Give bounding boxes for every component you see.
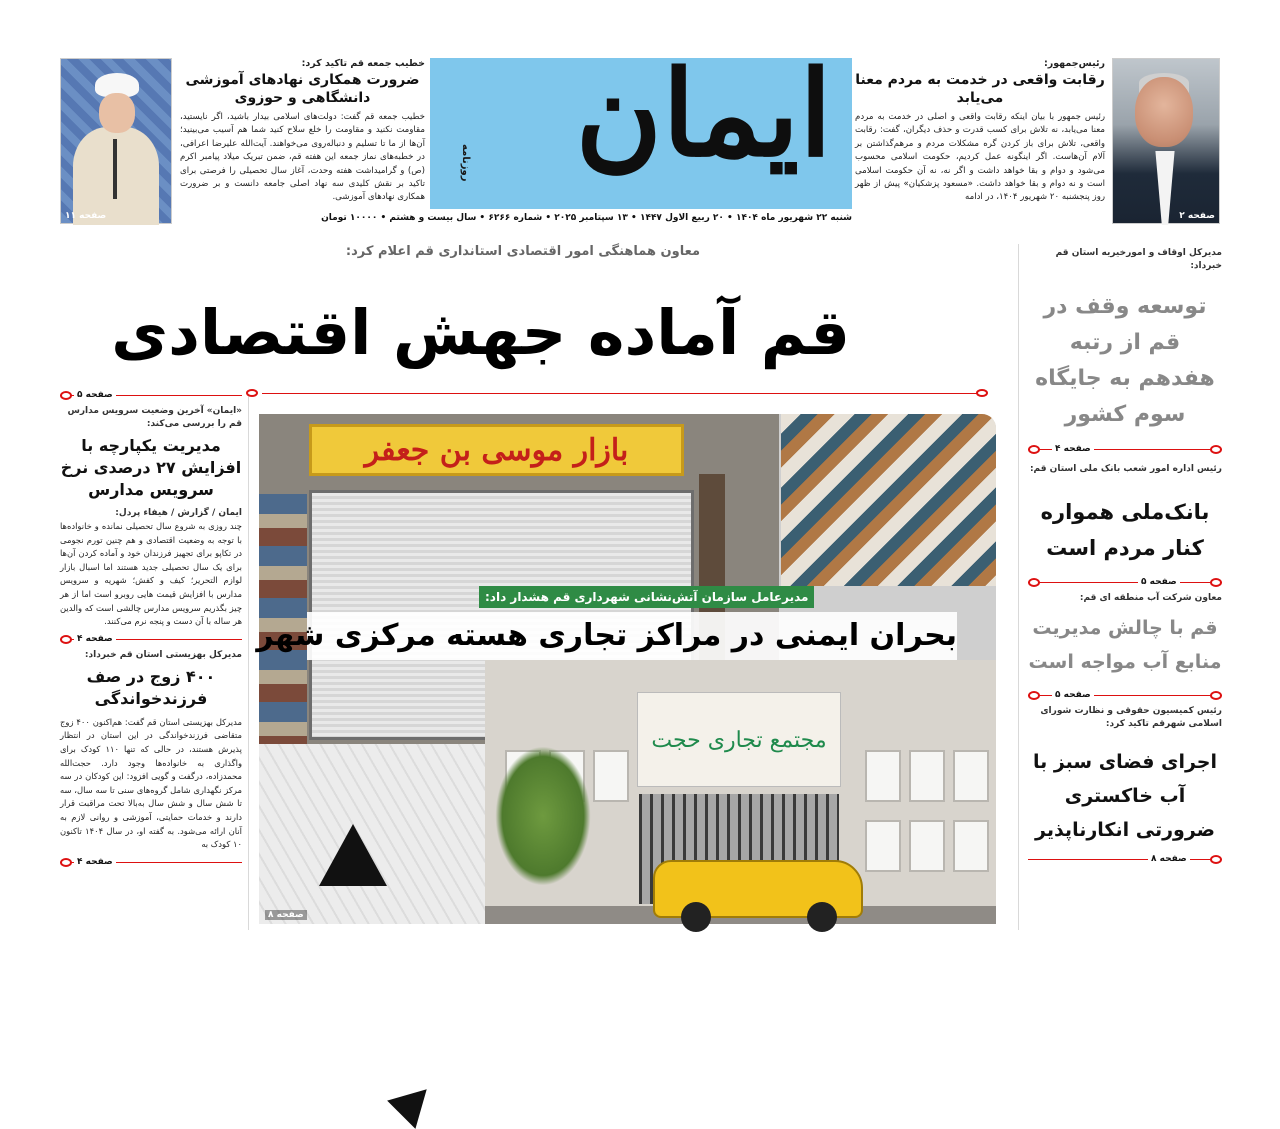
photo-arcade-inset — [781, 414, 996, 586]
endowment-story[interactable] — [1028, 247, 1222, 433]
column-divider — [248, 390, 249, 930]
story-body: رئیس جمهور با بیان اینکه رقابت واقعی و اصلی در خدمت به مردم معنا می‌یابد، نه تلاش برای کسب قدرت و حذف دیگران، گفت: رقابت واقعی، تلاش برای باز کردن گره مشکلات مردم و مرهم‌گذاشتن بر آلام آن‌هاست. اگر اینگونه عمل کردیم، حکومت اسلامی محسوب می‌شود و دوام و بقا خواهد داشت و اگر نه، نه آن حکومت اسلامی است و نه دوام و بقا خواهد داشت. «مسعود پزشکیان» پیش از ظهر روز پنجشنبه ۲۰ شهریور ۱۴۰۴، در ادامه — [855, 112, 1105, 203]
story-kicker: مدیرکل بهزیستی استان قم خبرداد: — [84, 649, 242, 660]
divider-ornament — [246, 389, 258, 397]
photo-page-ref: صفحه ۲ — [1179, 211, 1215, 221]
right-column — [1028, 247, 1222, 869]
story-headline[interactable]: رقابت واقعی در خدمت به مردم معنا می‌یابد — [855, 72, 1105, 106]
divider-ornament — [976, 389, 988, 397]
story-body: مدیرکل بهزیستی استان قم گفت: هم‌اکنون ۴۰۰ زوج متقاضی فرزندخواندگی در این استان در انتظار پذیرش هستند، در حالی که تنها ۱۱۰ کودک برای واگذاری به خانواده‌ها وجود دارد. حجت‌الله محمدزاده، درگفت و گویی افزود: این کودکان در سه مرکز نگهداری شامل گروه‌های سنی تا سه سال، سه تا شش سال و شش سال به‌بالا تحت مراقبت قرار دارند و خدمات حمایتی، آموزشی و روانی لازم به آنان ارائه می‌شود. به گفته او، در سال ۱۴۰۴ تاکنون ۱۰ کودک به — [60, 716, 243, 850]
story-kicker: رئیس‌جمهور: — [1043, 58, 1105, 69]
logo-subtitle: روزنامه — [460, 144, 471, 182]
story-kicker: مدیرکل اوقاف و امورخیریه استان قم خبرداد: — [1055, 248, 1222, 271]
newspaper-logo[interactable] — [430, 44, 852, 208]
story-headline[interactable]: توسعه وقف در قم از رتبه هفدهم به جایگاه سوم کشور — [1035, 294, 1215, 427]
photo-page-ref[interactable]: صفحه ۸ — [265, 910, 307, 920]
friday-prayer-story[interactable] — [60, 58, 425, 226]
main-headline[interactable]: قم آماده جهش اقتصادی — [111, 296, 850, 369]
story-kicker: رئیس کمیسیون حقوقی و نظارت شورای اسلامی شهرقم تاکید کرد: — [1040, 706, 1222, 729]
photo-face — [1135, 77, 1193, 147]
page-ref[interactable]: صفحه ۵ — [1138, 576, 1180, 588]
water-story[interactable] — [1028, 592, 1222, 679]
front-page-header — [60, 44, 1220, 228]
microphone-icon — [113, 139, 117, 199]
column-divider — [1018, 244, 1019, 930]
divider-line — [262, 393, 982, 394]
page-ref-rule — [60, 389, 242, 401]
president-photo — [1112, 58, 1220, 224]
wheel-icon — [807, 902, 837, 932]
bank-melli-story[interactable] — [1028, 463, 1222, 566]
bazaar-sign: بازار موسی بن جعفر — [309, 424, 684, 476]
story-body: چند روزی به شروع سال تحصیلی نمانده و خانواده‌ها با توجه به وضعیت اقتصادی و هم چنین تورم نجومی در تکاپو برای تجهیز فرزندان خود و آماده کردن آن‌ها برای یک سال تحصیلی جدید هستند اما اسبال بازار لوازم التحریر؛ کیف و کفش؛ شهریه و سرویس مدارس با افزایش قیمت هایی روبرو است اما از هر چیز بگذریم سرویس مدارس چالشی است که والدین هر ساله با آن دست و پنجه نرم می‌کنند. — [60, 521, 242, 627]
president-text — [855, 58, 1105, 226]
page-ref-rule — [1028, 853, 1222, 865]
school-service-story[interactable] — [60, 405, 242, 629]
story-headline[interactable]: اجرای فضای سبز با آب خاکستری ضرورتی انکارناپذیر — [1032, 751, 1218, 841]
page-ref-rule — [1028, 443, 1222, 455]
story-kicker: معاون شرکت آب منطقه ای قم: — [1079, 593, 1222, 603]
left-column — [60, 385, 242, 872]
arrow-icon — [387, 1075, 441, 1129]
photo-face — [99, 93, 135, 133]
page-ref-rule — [60, 856, 242, 868]
story-kicker: خطیب جمعه قم تاکید کرد: — [301, 58, 425, 69]
story-kicker: «ایمان» آخرین وضعیت سرویس مدارس قم را بررسی می‌کند: — [67, 406, 242, 429]
page-ref[interactable]: صفحه ۸ — [1148, 853, 1190, 865]
main-kicker: معاون هماهنگی امور اقتصادی استانداری قم اعلام کرد: — [345, 244, 700, 259]
page-ref[interactable]: صفحه ۴ — [74, 856, 116, 868]
issue-date-line: شنبه ۲۲ شهریور ماه ۱۴۰۴ • ۲۰ ربیع الاول ۱۴۴۷ • ۱۳ سپتامبر ۲۰۲۵ • شماره ۶۲۶۶ • سال بیست و هشتم • ۱۰۰۰۰ تومان — [430, 208, 852, 226]
building-banner: مجتمع تجاری حجت — [637, 692, 841, 787]
photo-headline[interactable]: بحران ایمنی در مراکز تجاری هسته مرکزی شهر — [307, 612, 957, 660]
page-ref-rule — [1028, 576, 1222, 588]
page-ref[interactable]: صفحه ۵ — [1052, 689, 1094, 701]
photo-page-ref: صفحه ۱۱ — [65, 211, 107, 221]
arrow-icon — [319, 824, 387, 886]
green-space-story[interactable] — [1028, 705, 1222, 847]
page-ref[interactable]: صفحه ۵ — [74, 389, 116, 401]
wheel-icon — [681, 902, 711, 932]
photo-tree — [495, 746, 591, 886]
president-story[interactable] — [855, 58, 1220, 226]
story-headline[interactable]: ضرورت همکاری نهادهای آموزشی دانشگاهی و حوزوی — [185, 72, 420, 106]
photo-shirt — [1149, 151, 1181, 225]
story-headline[interactable]: بانک‌ملی همواره کنار مردم است — [1040, 500, 1210, 560]
story-headline[interactable]: قم با چالش مدیریت منابع آب مواجه است — [1028, 617, 1222, 673]
friday-prayer-text — [180, 58, 425, 226]
story-body: خطیب جمعه قم گفت: دولت‌های اسلامی بیدار باشید، اگر نایستید، مقاومت نکنید و مقاومت را خلع سلاح کنید شما هم آسیب می‌بینید؛ آن‌ها از ما تا تسلیم و دنباله‌روی می‌خواهند. آیت‌الله علیرضا اعرافی، در خطبه‌های نماز جمعه این هفته قم، ضمن تبریک میلاد پیامبر اکرم (ص) و گرامیداشت هفته وحدت، آغاز سال تحصیلی را فرصتی برای تاکید بر نقش کلیدی سه نهاد اصلی جامعه دانست و بر ضرورت همکاری نهادهای آموزشی. — [180, 112, 425, 203]
page-ref-rule — [60, 633, 242, 645]
adoption-story[interactable] — [60, 649, 242, 852]
photo-kicker: مدیرعامل سازمان آتش‌نشانی شهرداری قم هشدار داد: — [479, 586, 814, 608]
story-kicker: رئیس اداره امور شعب بانک ملی استان قم: — [1029, 464, 1222, 474]
lead-photo-story[interactable] — [256, 414, 996, 924]
logo-text: ایمان — [575, 44, 832, 183]
cleric-photo — [60, 58, 172, 224]
page-ref-rule — [1028, 689, 1222, 701]
story-byline: ایمان / گزارش / هیفاء پردل: — [115, 508, 242, 518]
story-headline[interactable]: ۴۰۰ زوج در صف فرزندخواندگی — [86, 666, 216, 708]
page-ref[interactable]: صفحه ۴ — [1052, 443, 1094, 455]
story-headline[interactable]: مدیریت یکپارچه با افزایش ۲۷ درصدی نرخ سرویس مدارس — [60, 436, 242, 499]
page-ref[interactable]: صفحه ۴ — [74, 633, 116, 645]
